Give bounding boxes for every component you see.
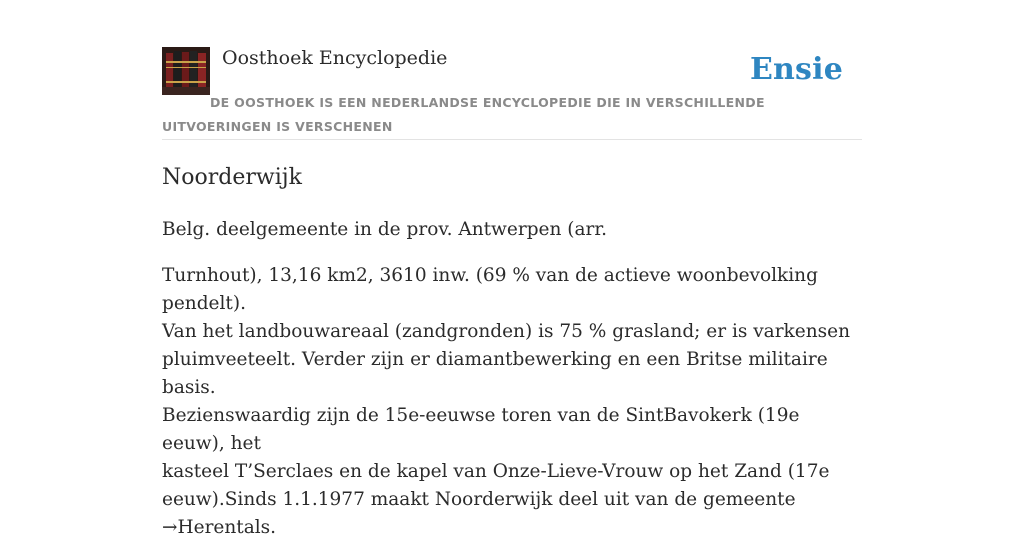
article-paragraph: Turnhout), 13,16 km2, 3610 inw. (69 % van de actieve woonbevolking pendelt). Van het landbouwareaal (zandgronden) is 75 % grasland; er is varkensen pluimveeteelt. Verder zijn er diamantbewerking en een Britse militaire basis. Bezienswaardig zijn de 15e-eeuwse toren van de SintBavokerk (19e eeuw), het kasteel T’Serclaes en de kapel van Onze-Lieve-Vrouw op het Zand (17e eeuw).Sinds 1.1.1977 maakt Noorderwijk deel uit van de gemeente →Herentals. [162,265,850,538]
avatar[interactable] [162,47,210,95]
article [162,160,862,542]
site-header [162,46,862,140]
article-title: Noorderwijk [162,165,302,190]
article-paragraph: Belg. deelgemeente in de prov. Antwerpen (arr. [162,219,608,240]
brand-logo[interactable]: Ensie [749,52,843,87]
site-tagline: DE OOSTHOEK IS EEN NEDERLANDSE ENCYCLOPEDIE DIE IN VERSCHILLENDE UITVOERINGEN IS VERSCHENEN [162,95,765,134]
books-icon [162,47,210,95]
site-title[interactable]: Oosthoek Encyclopedie [222,47,448,69]
